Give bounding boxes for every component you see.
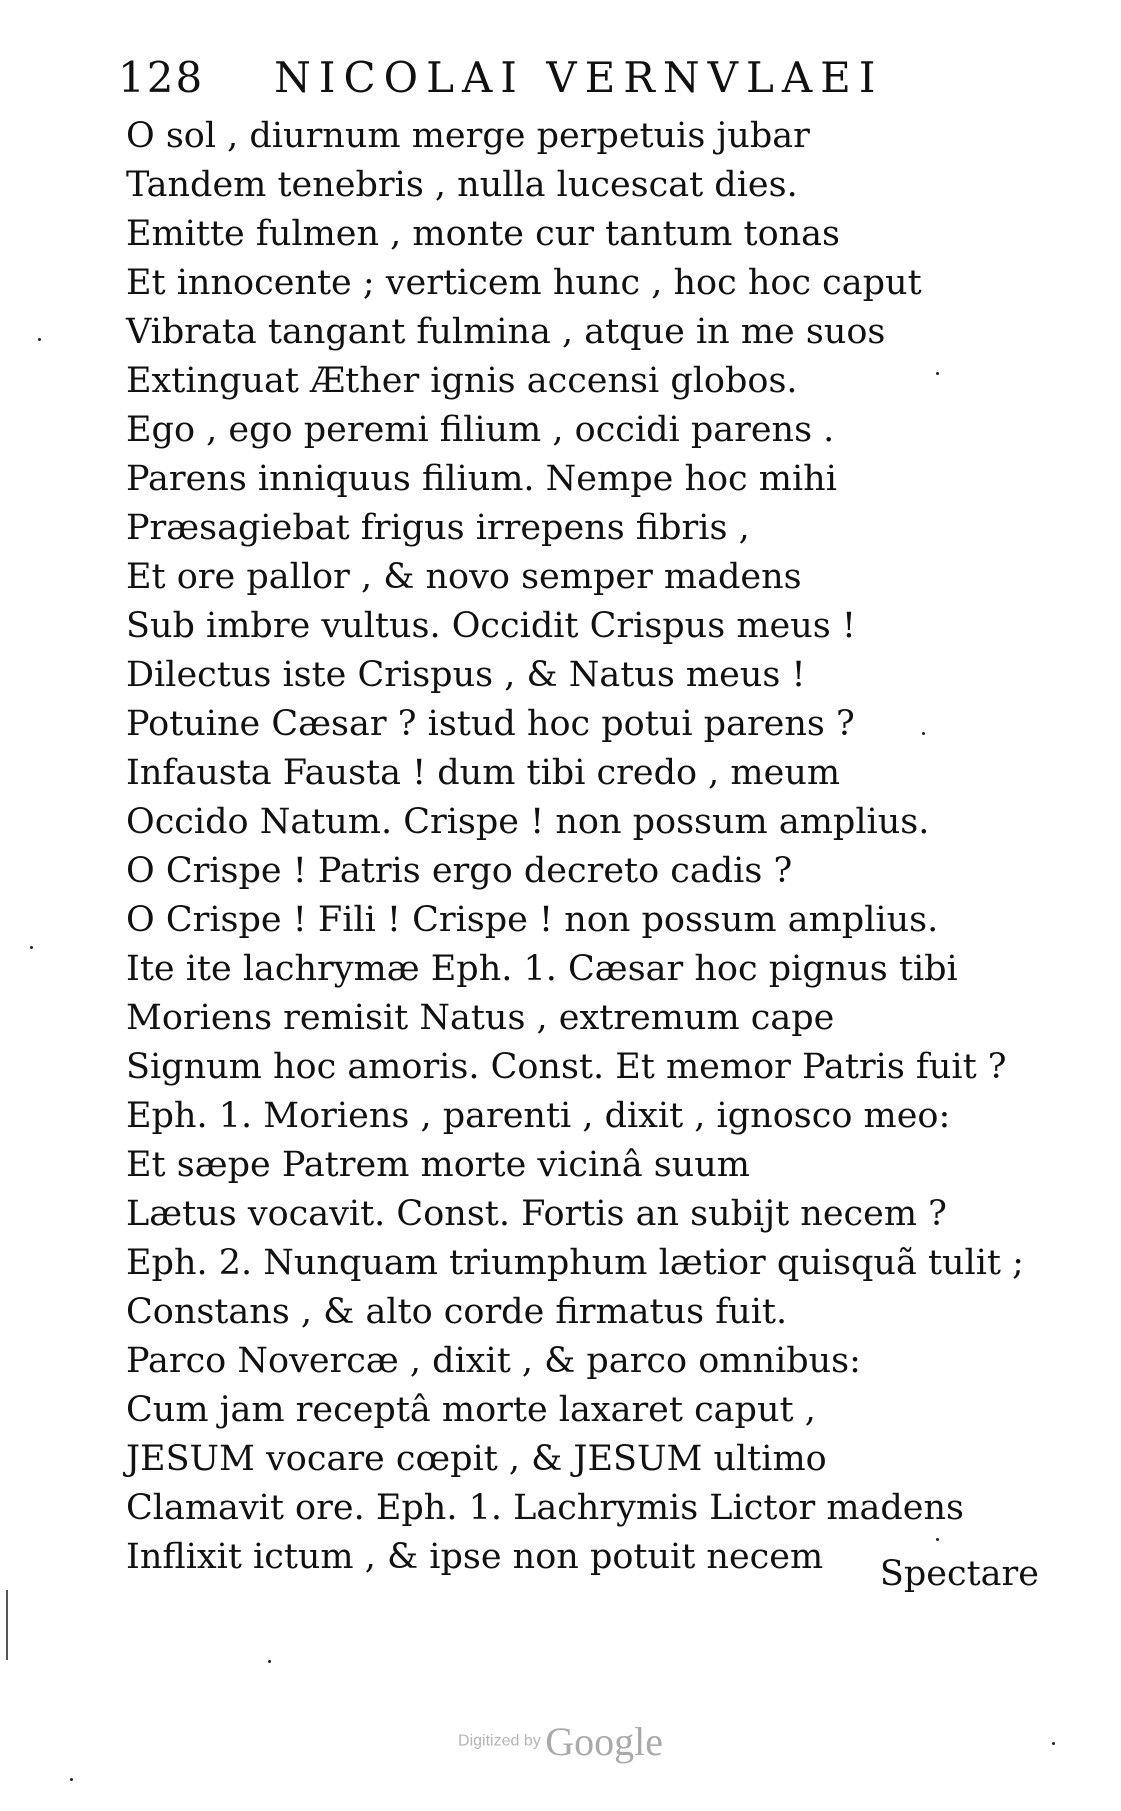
verse-line: Lætus vocavit. Const. Fortis an subijt necem ? [126, 1194, 947, 1234]
scan-speck [936, 372, 939, 375]
verse-line: Extinguat Æther ignis accensi globos. [126, 361, 798, 401]
scan-speck [1052, 1742, 1055, 1745]
scan-speck [922, 732, 925, 735]
verse-line: Dilectus iste Crispus , & Natus meus ! [126, 655, 806, 695]
verse-line: O Crispe ! Patris ergo decreto cadis ? [126, 851, 793, 891]
verse-line: Inflixit ictum , & ipse non potuit necem [126, 1537, 824, 1577]
verse-line: Constans , & alto corde firmatus fuit. [126, 1292, 788, 1332]
verse-line: Præsagiebat frigus irrepens fibris , [126, 508, 750, 548]
verse-line: O sol , diurnum merge perpetuis jubar [126, 116, 810, 156]
verse-line: Tandem tenebris , nulla lucescat dies. [126, 165, 798, 205]
running-head-author: NICOLAI VERNVLAEI [274, 53, 884, 102]
verse-line: Et innocente ; verticem hunc , hoc hoc caput [126, 263, 922, 303]
scan-speck [936, 1538, 939, 1541]
verse-line: Potuine Cæsar ? istud hoc potui parens ? [126, 704, 855, 744]
verse-line: Eph. 2. Nunquam triumphum lætior quisquã tulit ; [126, 1243, 1024, 1283]
verse-line: Et ore pallor , & novo semper madens [126, 557, 802, 597]
digitized-by-label: Digitized by [458, 1732, 541, 1750]
verse-line: Et sæpe Patrem morte vicinâ suum [126, 1145, 750, 1185]
verse-line: O Crispe ! Fili ! Crispe ! non possum amplius. [126, 900, 939, 940]
verse-line: Moriens remisit Natus , extremum cape [126, 998, 835, 1038]
digitization-watermark [0, 1718, 1121, 1765]
scan-edge-line [6, 1590, 8, 1660]
verse-line: Parco Novercæ , dixit , & parco omnibus: [126, 1341, 861, 1381]
running-head [118, 48, 918, 108]
verse-line: Ego , ego peremi filium , occidi parens . [126, 410, 835, 450]
verse-line: Ite ite lachrymæ Eph. 1. Cæsar hoc pignus tibi [126, 949, 958, 989]
verse-text-block [126, 112, 1026, 1582]
verse-line: Emitte fulmen , monte cur tantum tonas [126, 214, 841, 254]
google-logo: Google [545, 1719, 663, 1764]
verse-line: Clamavit ore. Eph. 1. Lachrymis Lictor madens [126, 1488, 965, 1528]
scan-speck [268, 1660, 271, 1663]
verse-line: Signum hoc amoris. Const. Et memor Patris fuit ? [126, 1047, 1007, 1087]
verse-line: JESUM vocare cœpit , & JESUM ultimo [126, 1439, 827, 1479]
verse-line: Eph. 1. Moriens , parenti , dixit , ignosco meo: [126, 1096, 951, 1136]
verse-line: Sub imbre vultus. Occidit Crispus meus ! [126, 606, 856, 646]
scan-speck [38, 338, 41, 341]
verse-line: Cum jam receptâ morte laxaret caput , [126, 1390, 816, 1430]
verse-line: Vibrata tangant fulmina , atque in me suos [126, 312, 886, 352]
verse-line: Parens inniquus filium. Nempe hoc mihi [126, 459, 837, 499]
catchword: Spectare [879, 1554, 1039, 1594]
scan-speck [70, 1778, 73, 1781]
verse-line: Infausta Fausta ! dum tibi credo , meum [126, 753, 841, 793]
verse-line: Occido Natum. Crispe ! non possum amplius. [126, 802, 930, 842]
page-number: 128 [118, 53, 205, 102]
scan-speck [30, 946, 33, 949]
